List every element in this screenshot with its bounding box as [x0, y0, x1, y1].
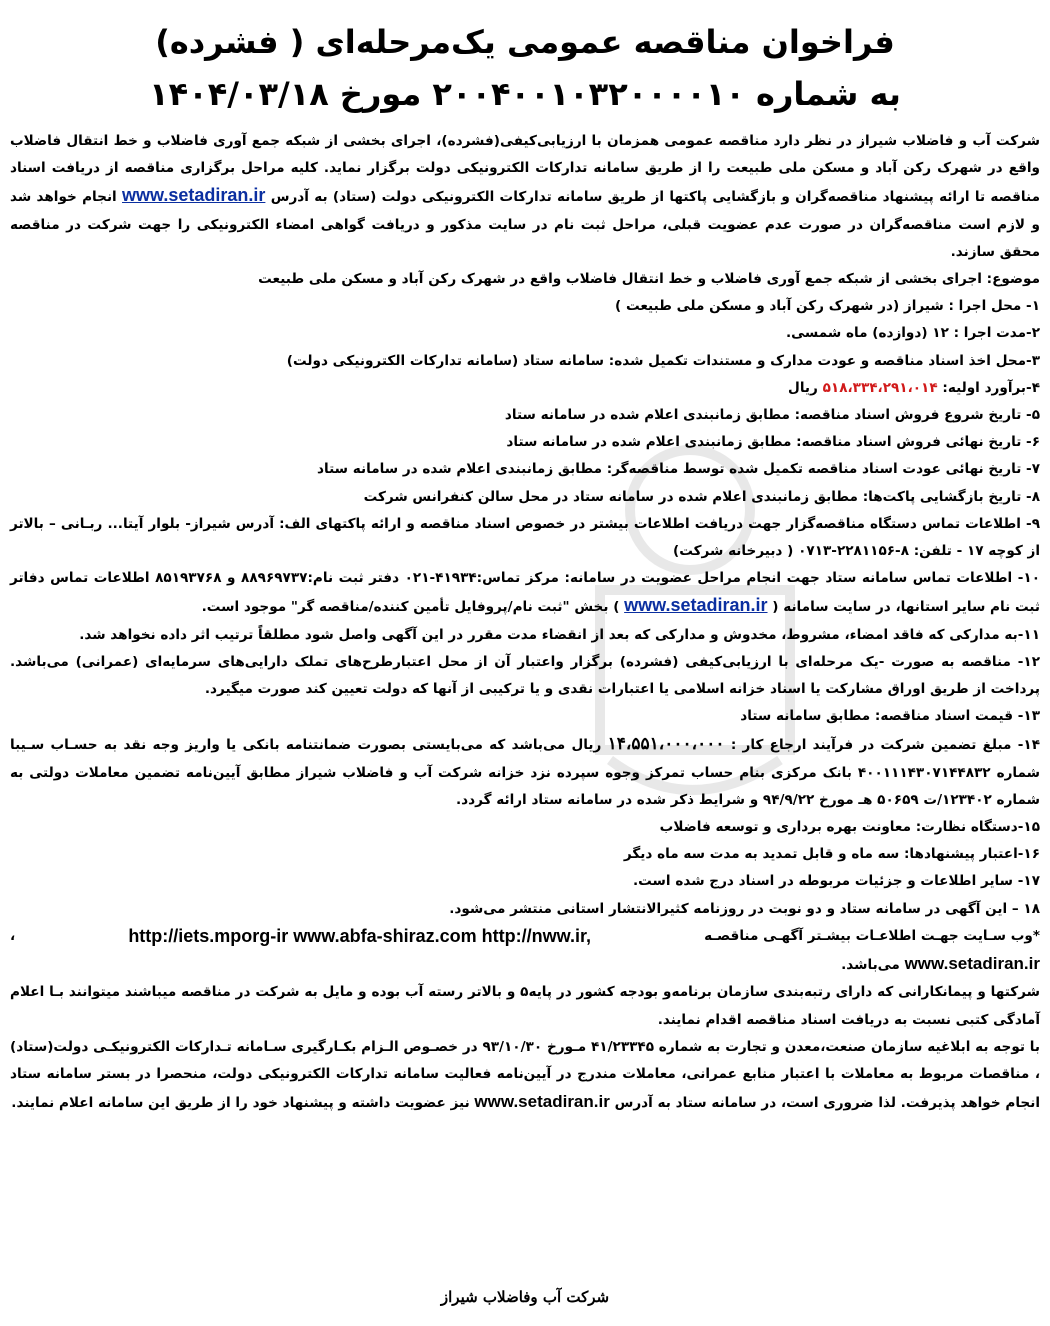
item-10: ۱۰- اطلاعات تماس سامانه ستاد جهت انجام مراحل عضویت در سامانه: مرکز تماس:۴۱۹۳۴-۰۲۱ دفتر ثبت نام:۸۸۹۶۹۷۳۷ و ۸۵۱۹۳۷۶۸ اطلاعات تماس دفاتر ثبت نام سایر استانها، در سایت سامانه ( www.setadiran.ir ) بخش "ثبت نام/پروفایل تأمین کننده/مناقصه گر" موجود است. — [10, 570, 1041, 616]
item-16: ۱۶-اعتبار پیشنهادها: سه ماه و قابل تمدید به مدت سه ماه دیگر — [623, 846, 1040, 863]
setadiran-link[interactable]: www.setadiran.ir — [474, 1092, 610, 1112]
subject-line: موضوع: اجرای بخشی از شبکه جمع آوری فاضلاب و خط انتقال فاضلاب واقع در شهرک رکن آباد و مسکن ملی طبیعت — [258, 271, 1040, 288]
item-8: ۸- تاریخ بازگشایی پاکت‌ها: مطابق زمانبندی اعلام شده در سامانه ستاد در محل سالن کنفرانس شرکت — [363, 488, 1040, 505]
websites-list[interactable]: http://iets.mporg-ir www.abfa-shiraz.com http://nww.ir, — [128, 925, 591, 946]
setadiran-link[interactable]: www.setadiran.ir — [904, 954, 1040, 974]
guarantee-amount: ۱۴،۵۵۱،۰۰۰،۰۰۰ — [607, 734, 725, 754]
intro-paragraph: شرکت آب و فاضلاب شیراز در نظر دارد مناقصه عمومی همزمان با ارزیابی‌کیفی(فشرده)، اجرای بخشی از شبکه جمع آوری فاضلاب و خط انتقال فاضلاب واقع در شهرک رکن آباد و مسکن ملی طبیعت را از طریق سامانه تدارکات الکترونیکی دولت برگزار نماید. کلیه مراحل برگزاری مناقصه از دریافت اسناد مناقصه تا ارائه پیشنهاد مناقصه‌گران و بازگشایی پاکتها از طریق سامانه تدارکات الکترونیکی دولت (ستاد) به آدرس www.setadiran.ir انجام خواهد شد و لازم است مناقصه‌گران در صورت عدم عضویت قبلی، مراحل ثبت نام در سایت مذکور و دریافت گواهی امضاء الکترونیکی را جهت شرکت در مناقصه محقق سازند. — [10, 133, 1040, 260]
item-18: ۱۸ – این آگهی در سامانه ستاد و دو نوبت در روزنامه کثیرالانتشار استانی منتشر می‌شود. — [449, 900, 1040, 917]
item-12: ۱۲- مناقصه به صورت -یک مرحله‌ای با ارزیابی‌کیفی (فشرده) برگزار واعتبار آن از محل اعتبارطرح‌های تملک دارایی‌های سرمایه‌ای (عمرانی) می‌باشد. پرداخت از طریق اوراق مشارکت یا اسناد خزانه اسلامی یا اعتبارات نقدی و یا ترکیبی از آنها که دولت تعیین کند صورت میگیرد. — [10, 653, 1040, 698]
item-3: ۳-محل اخذ اسناد مناقصه و عودت مدارک و مستندات تکمیل شده: سامانه ستاد (سامانه تدارکات الکترونیکی دولت) — [286, 352, 1040, 369]
contractors-paragraph: شرکتها و پیمانکارانی که دارای رتبه‌بندی سازمان برنامه‌و بودجه کشور در پایه۵ و بالاتر رسته آب بوده و مایل به شرکت در مناقصه میباشند میتوانند بـا اعلام آمادگی کتبی نسبت به دریافت اسناد مناقصه اقدام نمایند. — [10, 984, 1040, 1028]
notice-paragraph: با توجه به ابلاغیه سازمان صنعت،معدن و تجارت به شماره ۴۱/۲۳۳۴۵ مـورخ ۹۳/۱۰/۳۰ در خصـوص الـزام بکـارگیری سـامانه تـدارکات الکترونیکـی دولت(ستاد) ، مناقصات مربوط به معاملات با اعتبار منابع عمرانی، معاملات مندرج در آیین‌نامه فعالیت سامانه تدارکات الکترونیکی دولت، منحصرا در بستر سامانه ستاد انجام خواهد پذیرفت. لذا ضروری است، در سامانه ستاد به آدرس www.setadiran.ir نیز عضویت داشته و پیشنهاد خود را از طریق این سامانه اعلام نمایند. — [10, 1038, 1040, 1112]
item-1: ۱- محل اجرا : شیراز (در شهرک رکن آباد و مسکن ملی طبیعت ) — [615, 298, 1040, 315]
item-9: ۹- اطلاعات تماس دستگاه مناقصه‌گزار جهت دریافت اطلاعات بیشتر در خصوص اسناد مناقصه و ارائه پاکتهای الف: آدرس شیراز- بلوار آیتا... ربـانی – بالاتر از کوچه ۱۷ - تلفن: ۸-۲۲۸۱۱۵۶-۰۷۱۳ ( دبیرخانه شرکت) — [10, 515, 1040, 560]
websites-line — [10, 923, 1040, 950]
websites-label: *وب سـایت جهـت اطلاعـات بیشـتر آگهـی مناقصـه — [704, 927, 1040, 944]
item-17: ۱۷- سایر اطلاعات و جزئیات مربوطه در اسناد درج شده است. — [633, 873, 1040, 890]
item-13: ۱۳- قیمت اسناد مناقصه: مطابق سامانه ستاد — [740, 708, 1040, 725]
item-11: ۱۱-به مدارکی که فاقد امضاء، مشروط، مخدوش و مدارکی که بعد از انقضاء مدت مقرر در این آگهی واصل شود مطلقاً ترتیب اثر داده نخواهد شد. — [79, 626, 1040, 643]
item-7: ۷- تاریخ نهائی عودت اسناد مناقصه تکمیل شده توسط مناقصه‌گر: مطابق زمانبندی اعلام شده در سامانه ستاد — [317, 461, 1040, 478]
setadiran-link[interactable]: www.setadiran.ir — [624, 595, 768, 616]
notice-body — [10, 128, 1040, 1117]
item-5: ۵- تاریخ شروع فروش اسناد مناقصه: مطابق زمانبندی اعلام شده در سامانه ستاد — [504, 407, 1040, 424]
item-15: ۱۵-دستگاه نظارت: معاونت بهره برداری و توسعه فاضلاب — [659, 819, 1040, 836]
notice-title: فراخوان مناقصه عمومی یک‌مرحله‌ای ( فشرده) — [155, 23, 895, 61]
tender-notice — [10, 16, 1040, 1117]
item-4: ۴-برآورد اولیه: ۵۱۸،۳۳۴،۲۹۱،۰۱۴ ریال — [788, 379, 1040, 396]
websites-line-2: www.setadiran.ir می‌باشد. — [841, 954, 1040, 974]
notice-number-date: به شماره ۲۰۰۴۰۰۱۰۳۲۰۰۰۰۱۰ مورخ ۱۴۰۴/۰۳/۱۸ — [149, 75, 901, 113]
item-2: ۲-مدت اجرا : ۱۲ (دوازده) ماه شمسی. — [785, 325, 1040, 342]
item-14: ۱۴- مبلغ تضمین شرکت در فرآیند ارجاع کار : ۱۴،۵۵۱،۰۰۰،۰۰۰ ریال می‌باشد که می‌بایستی بصورت ضمانتنامه بانکی یا واریز وجه نقد به حسـاب سـیبا شماره ۴۰۰۱۱۱۴۳۰۷۱۴۴۸۳۲ بانک مرکزی بنام حساب تمرکز وجوه سپرده نزد خزانه شرکت آب و فاضلاب شیراز مطابق آیین‌نامه تضمین معاملات دولتی به شماره ۱۲۳۴۰۲/ت ۵۰۶۵۹ هـ مورخ ۹۴/۹/۲۲ و شرایط ذکر شده در سامانه ستاد ارائه گردد. — [10, 734, 1041, 808]
websites-comma: ، — [10, 927, 16, 944]
item-6: ۶- تاریخ نهائی فروش اسناد مناقصه: مطابق زمانبندی اعلام شده در سامانه ستاد — [506, 434, 1040, 451]
setadiran-link[interactable]: www.setadiran.ir — [122, 185, 266, 206]
initial-estimate-value: ۵۱۸،۳۳۴،۲۹۱،۰۱۴ — [822, 379, 938, 396]
company-signature: شرکت آب وفاضلاب شیراز — [440, 1288, 610, 1306]
